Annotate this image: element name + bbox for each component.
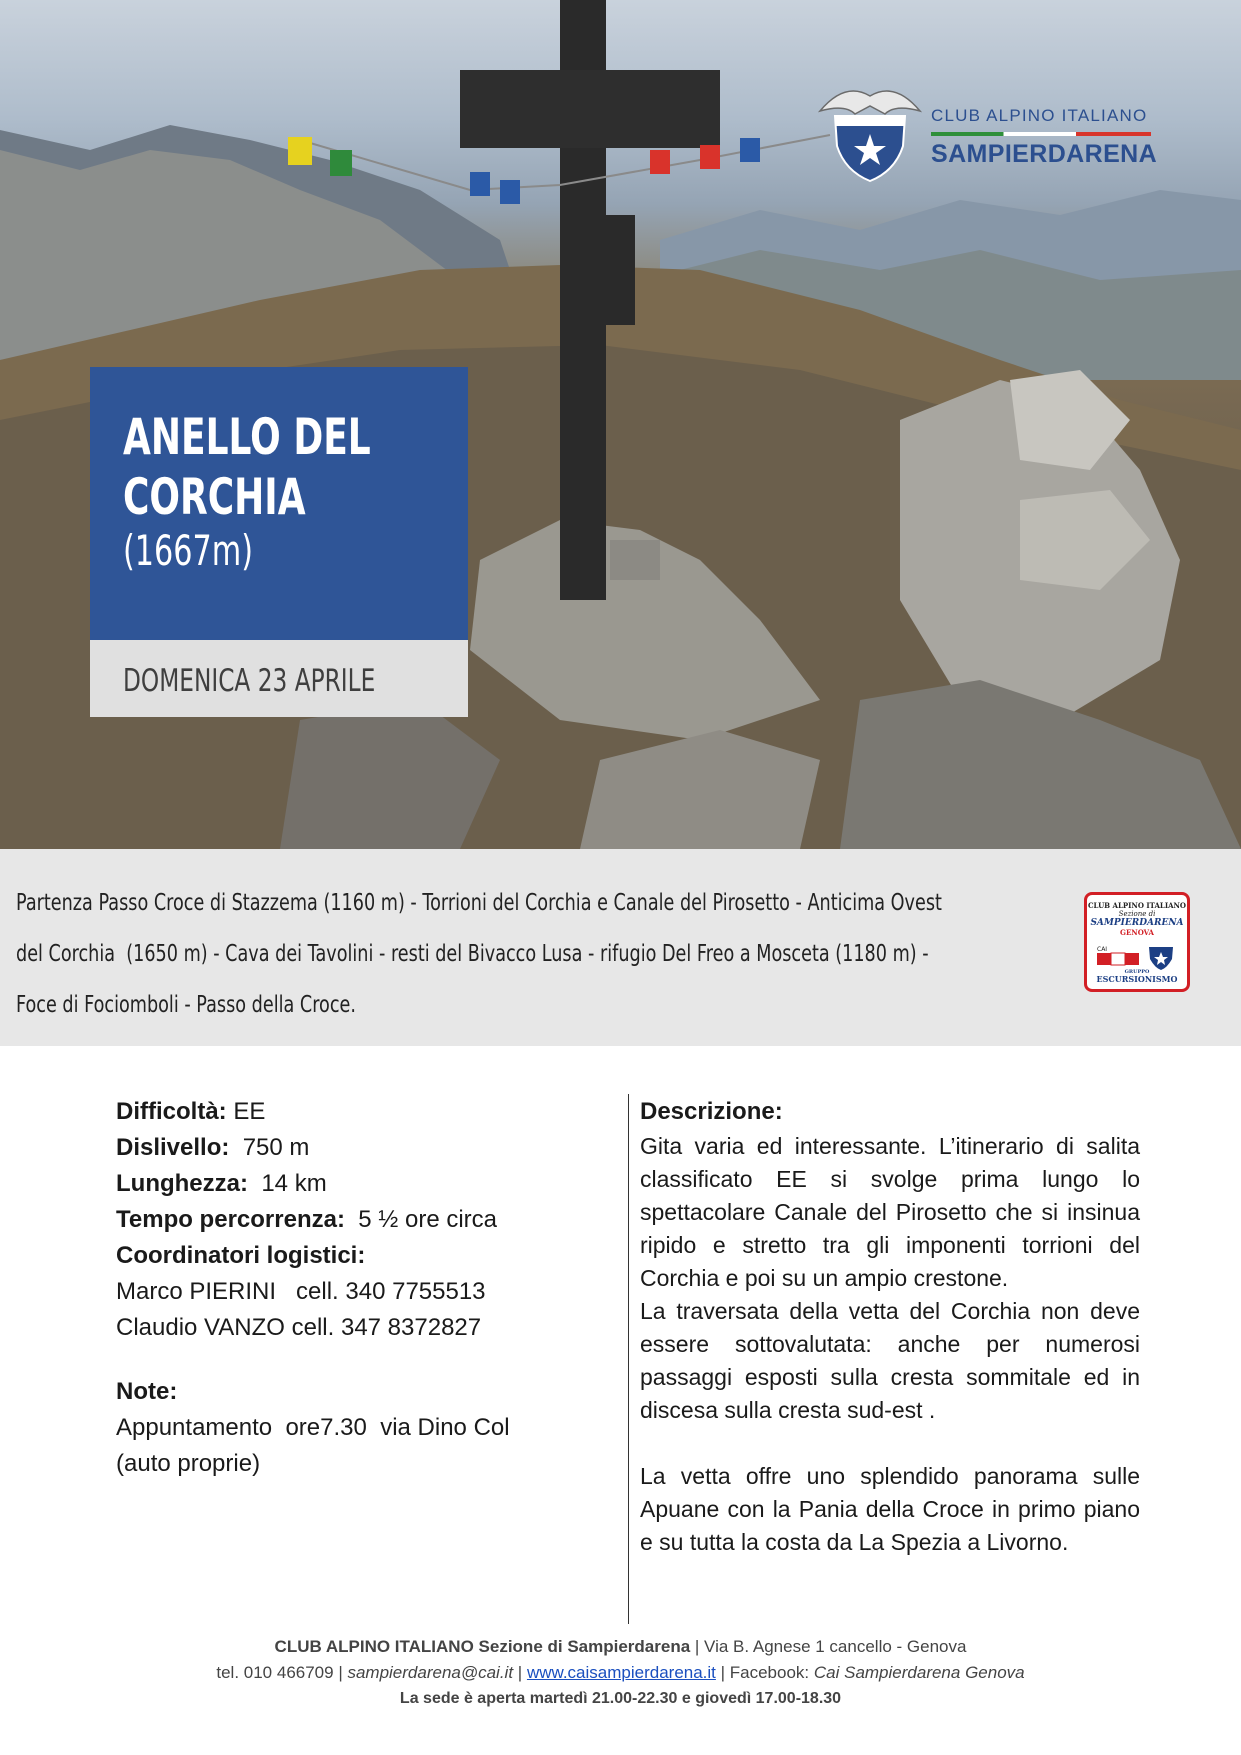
length-row [116, 1166, 586, 1202]
trip-details [116, 1094, 586, 1482]
footer-website-link[interactable]: www.caisampierdarena.it [526, 1663, 716, 1682]
description-paragraph-3: La vetta offre uno splendido panorama sulle Apuane con la Pania della Croce in primo piano e su tutta la costa da La Spezia a Livorno. [640, 1463, 1140, 1555]
elevation-row [116, 1130, 586, 1166]
time-label: Tempo percorrenza: [116, 1206, 345, 1233]
italian-flag-stripe [931, 132, 1151, 136]
notes-section [116, 1374, 586, 1482]
badge-line2: Sezione di [1118, 910, 1156, 918]
footer-line1 [0, 1634, 1241, 1660]
coordinators-label: Coordinatori logistici: [116, 1242, 366, 1269]
column-divider [628, 1094, 629, 1624]
badge-line5: GRUPPO [1124, 969, 1150, 975]
length-label: Lunghezza: [116, 1170, 248, 1197]
route-line1: Partenza Passo Croce di Stazzema (1160 m) - Torrioni del Corchia e Canale del Pirosetto - Anticima Ovest [16, 888, 942, 916]
route-description [16, 877, 954, 1030]
badge-cai-text: CAI [1097, 946, 1108, 953]
hero-photo [0, 0, 1241, 849]
route-line3: Foce di Fociomboli - Passo della Croce. [16, 990, 356, 1018]
footer-org: CLUB ALPINO ITALIANO Sezione di Sampierdarena [274, 1637, 691, 1656]
logo-line1: CLUB ALPINO ITALIANO [931, 106, 1148, 125]
notes-label: Note: [116, 1378, 178, 1405]
footer-address: | Via B. Agnese 1 cancello - Genova [690, 1637, 967, 1656]
title-altitude: (1667m) [123, 526, 254, 575]
badge-emblem-icon [1087, 941, 1187, 971]
difficulty-row [116, 1094, 586, 1130]
page-title [123, 407, 483, 575]
title-box [90, 367, 468, 640]
time-value: 5 ½ ore circa [344, 1206, 497, 1233]
coordinator-2: Claudio VANZO cell. 347 8372827 [116, 1314, 482, 1341]
elevation-label: Dislivello: [116, 1134, 230, 1161]
logo-line2: SAMPIERDARENA [931, 140, 1158, 168]
title-line2: CORCHIA [123, 468, 306, 526]
footer-email[interactable]: sampierdarena@cai.it [347, 1663, 514, 1682]
length-value: 14 km [248, 1170, 327, 1197]
badge-line1: CLUB ALPINO ITALIANO [1087, 901, 1187, 910]
footer-line2 [0, 1660, 1241, 1686]
cai-sampierdarena-logo [815, 76, 1158, 186]
date-box [90, 640, 468, 717]
event-date: DOMENICA 23 APRILE [123, 663, 376, 699]
footer-facebook-label: | Facebook: [715, 1663, 814, 1682]
footer-separator: | [513, 1663, 527, 1682]
escursionismo-badge [1084, 892, 1190, 992]
difficulty-value: EE [226, 1098, 266, 1125]
route-band [0, 849, 1241, 1046]
title-line1: ANELLO DEL [123, 408, 371, 466]
footer-phone: tel. 010 466709 | [216, 1663, 348, 1682]
description-section [640, 1094, 1140, 1559]
elevation-value: 750 m [229, 1134, 310, 1161]
time-row [116, 1202, 586, 1238]
description-paragraph-2: La traversata della vetta del Corchia non deve essere sottovalutata: anche per numerosi passaggi esposti sulla cresta sommitale ed in discesa sulla cresta sud-est . [640, 1298, 1140, 1423]
badge-line6: ESCURSIONISMO [1096, 974, 1178, 984]
notes-line2: (auto proprie) [116, 1450, 261, 1477]
badge-line4: GENOVA [1119, 928, 1154, 937]
description-paragraph-1: Gita varia ed interessante. L’itinerario di salita classificato EE si svolge prima lungo lo spettacolare Canale del Pirosetto che si insinua ripido e stretto tra gli imponenti torrioni del Corchia e poi su un ampio crestone. [640, 1133, 1140, 1291]
route-line2: del Corchia (1650 m) - Cava dei Tavolini - resti del Bivacco Lusa - rifugio Del Freo a Mosceta (1180 m) - [16, 939, 929, 967]
difficulty-label: Difficoltà: [116, 1098, 227, 1125]
description-title: Descrizione: [640, 1098, 783, 1125]
cai-eagle-shield-icon [815, 76, 925, 186]
coordinator-1: Marco PIERINI cell. 340 7755513 [116, 1278, 486, 1305]
badge-line3: SAMPIERDARENA [1090, 918, 1184, 928]
footer [0, 1634, 1241, 1712]
coordinators-row [116, 1238, 586, 1274]
footer-facebook[interactable]: Cai Sampierdarena Genova [813, 1663, 1025, 1682]
notes-line1: Appuntamento ore7.30 via Dino Col [116, 1414, 510, 1441]
footer-hours: La sede è aperta martedì 21.00-22.30 e giovedì 17.00-18.30 [399, 1690, 842, 1707]
